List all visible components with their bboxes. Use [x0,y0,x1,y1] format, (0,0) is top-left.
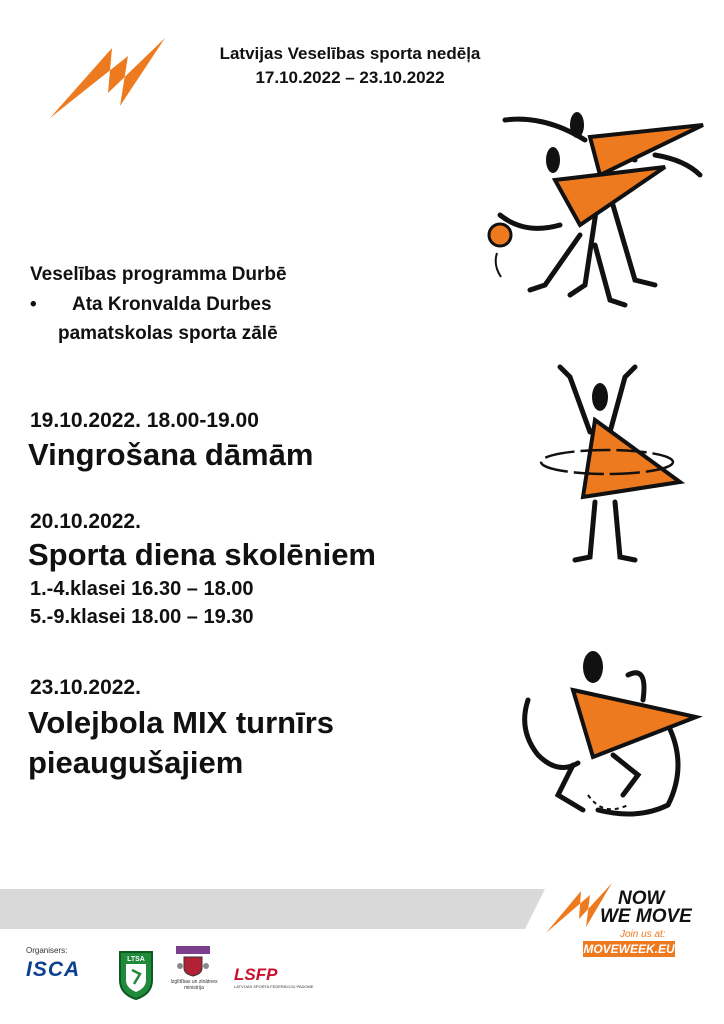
venue-line-2: pamatskolas sporta zālē [58,323,278,344]
moveweek-logo-mark [50,38,165,120]
event-3-title-line-2: pieaugušajiem [28,745,244,780]
lsfp-subtitle: LATVIJAS SPORTA FEDERĀCIJU PADOME [234,984,314,989]
event-3-title-line-1: Volejbola MIX turnīrs [28,705,335,740]
event-2-title: Sporta diena skolēniem [28,537,376,572]
ministry-coat-of-arms-logo [176,946,210,976]
ltsa-logo [118,950,154,1000]
isca-logo: ISCA [26,958,81,981]
ball-players-illustration [485,105,710,310]
event-2-date: 20.10.2022. [30,510,141,533]
bullet: • [30,294,37,315]
join-us-label: Join us at: [620,929,666,940]
event-2-detail-1: 1.-4.klasei 16.30 – 18.00 [30,578,254,600]
event-3-date: 23.10.2022. [30,676,141,699]
event-dates: 17.10.2022 – 23.10.2022 [255,68,445,87]
lsfp-logo: LSFP [234,965,278,984]
event-2-detail-2: 5.-9.klasei 18.00 – 19.30 [30,606,254,628]
organisers-label: Organisers: [26,946,68,955]
event-1-date: 19.10.2022. 18.00-19.00 [30,409,259,432]
moveweek-url[interactable]: MOVEWEEK.EU [583,942,675,956]
brand-we-move: WE MOVE [600,906,692,927]
hula-hoop-illustration [535,362,685,567]
ministry-name: Izglītības un zinātnes ministrija [170,979,218,991]
program-title: Veselības programma Durbē [30,264,287,285]
event-title: Latvijas Veselības sporta nedēļa [219,44,481,63]
svg-text:LTSA: LTSA [127,956,145,963]
venue-line-1: Ata Kronvalda Durbes [72,294,272,315]
volleyball-illustration [518,645,703,820]
brand-now: NOW [618,888,665,909]
event-1-title: Vingrošana dāmām [28,437,314,472]
